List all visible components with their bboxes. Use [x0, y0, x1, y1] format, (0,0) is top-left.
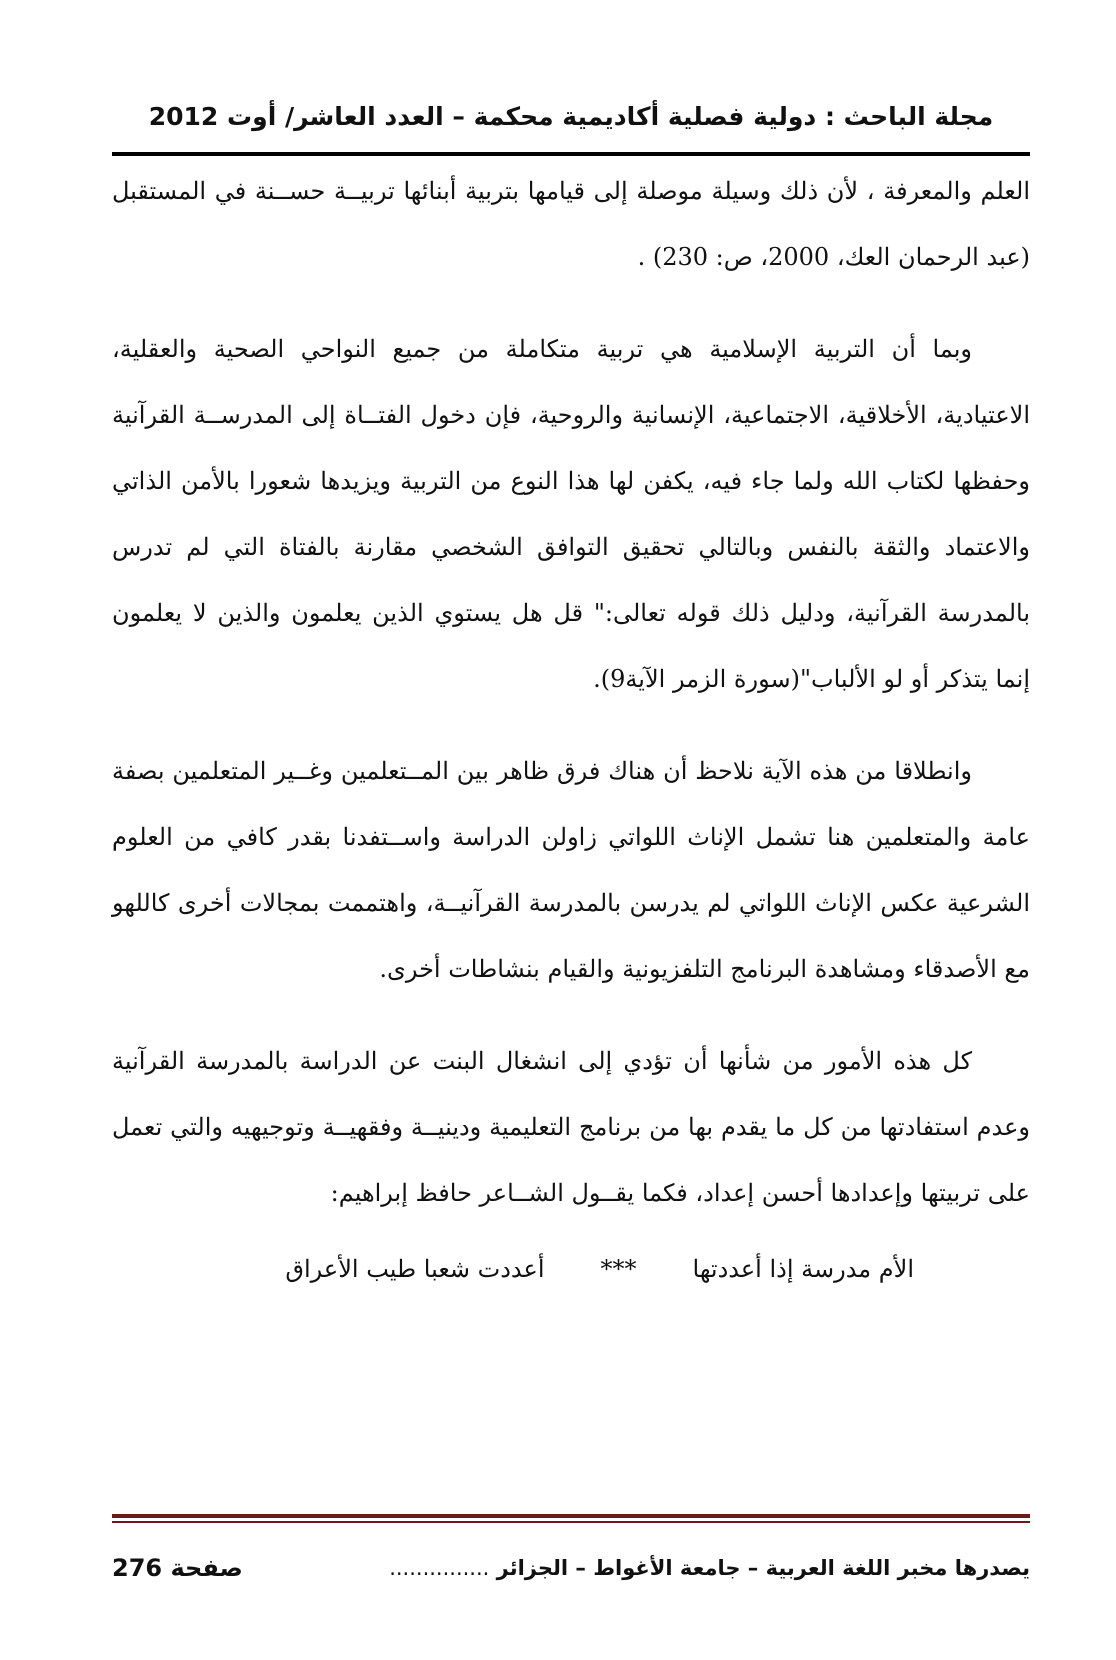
footer-publisher [389, 1548, 1030, 1588]
header-rule [112, 152, 1030, 156]
paragraph [112, 158, 1030, 290]
journal-header [112, 92, 1030, 142]
paragraph-gap [112, 290, 1030, 316]
paragraph [112, 316, 1030, 712]
paragraph [112, 738, 1030, 1002]
article-body [112, 158, 1030, 1302]
paragraph-gap [112, 712, 1030, 738]
verse-separator: *** [600, 1255, 637, 1283]
page-footer [112, 1548, 1030, 1588]
verse-second-half: أعددت شعبا طيب الأعراق [285, 1255, 545, 1283]
publisher-text: يصدرها مخبر اللغة العربية – جامعة الأغواط – الجزائر [496, 1556, 1030, 1580]
footer-dots: ............... [389, 1556, 490, 1580]
paragraph-text: كل هذه الأمور من شأنها أن تؤدي إلى انشغال البنت عن الدراسة بالمدرسة القرآنية وعدم استفادتها من كل ما يقدم بها من برنامج التعليمية ودينيــة وفقهيــة وتوجيهيه والتي تعمل على تربيتها وإعدادها أحسن إعداد، فكما يقــول الشــاعر حافظ إبراهيم: [112, 1047, 1030, 1207]
paragraph-text: العلم والمعرفة ، لأن ذلك وسيلة موصلة إلى قيامها بتربية أبنائها تربيــة حســنة في المستقبل (عبد الرحمان العك، 2000، ص: 230) . [112, 177, 1030, 271]
verse-first-half: الأم مدرسة إذا أعددتها [692, 1255, 914, 1283]
poem-verse [112, 1236, 1030, 1302]
journal-title: مجلة الباحث : دولية فصلية أكاديمية محكمة – العدد العاشر/ أوت 2012 [148, 102, 994, 131]
paragraph-gap [112, 1002, 1030, 1028]
footer-rule-thin [112, 1521, 1030, 1523]
footer-rule-thick [112, 1514, 1030, 1518]
paragraph-text: وانطلاقا من هذه الآية نلاحظ أن هناك فرق ظاهر بين المــتعلمين وغــير المتعلمين بصفة عامة والمتعلمين هنا تشمل الإناث اللواتي زاولن الدراسة واســتفدنا بقدر كافي من العلوم الشرعية عكس الإناث اللواتي لم يدرسن بالمدرسة القرآنيــة، واهتممت بمجالات أخرى كاللهو مع الأصدقاء ومشاهدة البرنامج التلفزيونية والقيام بنشاطات أخرى. [112, 757, 1030, 983]
page-number: صفحة 276 [112, 1554, 243, 1582]
paragraph-text: وبما أن التربية الإسلامية هي تربية متكاملة من جميع النواحي الصحية والعقلية، الاعتيادية، الأخلاقية، الاجتماعية، الإنسانية والروحية، فإن دخول الفتــاة إلى المدرســة القرآنية وحفظها لكتاب الله ولما جاء فيه، يكفن لها هذا النوع من التربية ويزيدها شعورا بالأمن الذاتي والاعتماد والثقة بالنفس وبالتالي تحقيق التوافق الشخصي مقارنة بالفتاة التي لم تدرس بالمدرسة القرآنية، ودليل ذلك قوله تعالى:" قل هل يستوي الذين يعلمون والذين لا يعلمون إنما يتذكر أو لو الألباب"(سورة الزمر الآية9). [112, 335, 1031, 693]
paragraph [112, 1028, 1030, 1226]
